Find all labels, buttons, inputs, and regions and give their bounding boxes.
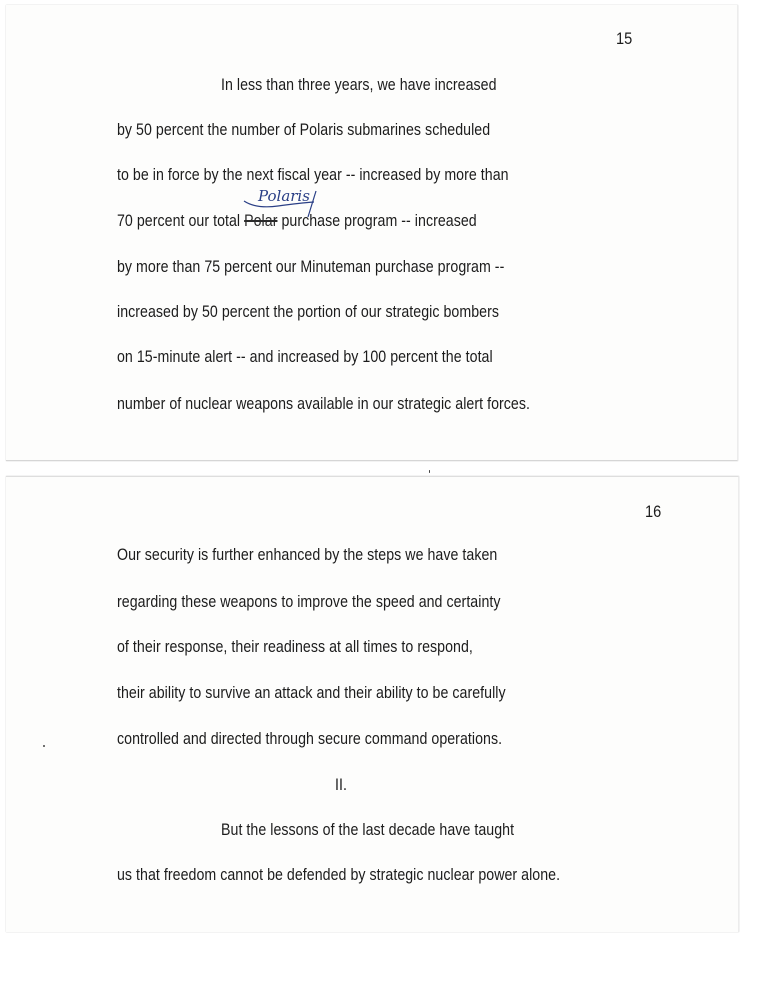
text-line: In less than three years, we have increased bbox=[221, 76, 497, 94]
text-line: number of nuclear weapons available in our strategic alert forces. bbox=[117, 395, 531, 413]
speech-card-16 bbox=[6, 476, 739, 932]
text-line: Our security is further enhanced by the steps we have taken bbox=[117, 546, 498, 564]
text-fragment: 70 percent our total bbox=[117, 212, 245, 230]
page-number: 15 bbox=[616, 29, 633, 48]
text-line: their ability to survive an attack and their ability to be carefully bbox=[117, 684, 506, 702]
section-heading: II. bbox=[335, 776, 347, 794]
handwritten-word: Polaris bbox=[258, 187, 310, 205]
text-line: by 50 percent the number of Polaris submarines scheduled bbox=[117, 121, 491, 139]
text-line: But the lessons of the last decade have taught bbox=[221, 821, 515, 839]
page-number: 16 bbox=[645, 502, 662, 521]
struck-word: Polar bbox=[244, 212, 278, 230]
handwritten-insertion bbox=[242, 187, 332, 231]
paper-speck bbox=[429, 470, 430, 473]
text-line: regarding these weapons to improve the speed and certainty bbox=[117, 593, 501, 611]
text-fragment: purchase program -- increased bbox=[281, 212, 477, 230]
text-line: to be in force by the next fiscal year -- increased by more than bbox=[117, 166, 509, 184]
text-line: us that freedom cannot be defended by strategic nuclear power alone. bbox=[117, 866, 561, 884]
text-line: of their response, their readiness at all times to respond, bbox=[117, 638, 473, 656]
text-line: by more than 75 percent our Minuteman purchase program -- bbox=[117, 258, 505, 276]
text-line: on 15-minute alert -- and increased by 100 percent the total bbox=[117, 348, 493, 366]
speech-card-15 bbox=[6, 5, 738, 461]
paper-speck bbox=[43, 745, 45, 747]
text-line: controlled and directed through secure command operations. bbox=[117, 730, 503, 748]
text-line: increased by 50 percent the portion of our strategic bombers bbox=[117, 303, 499, 321]
